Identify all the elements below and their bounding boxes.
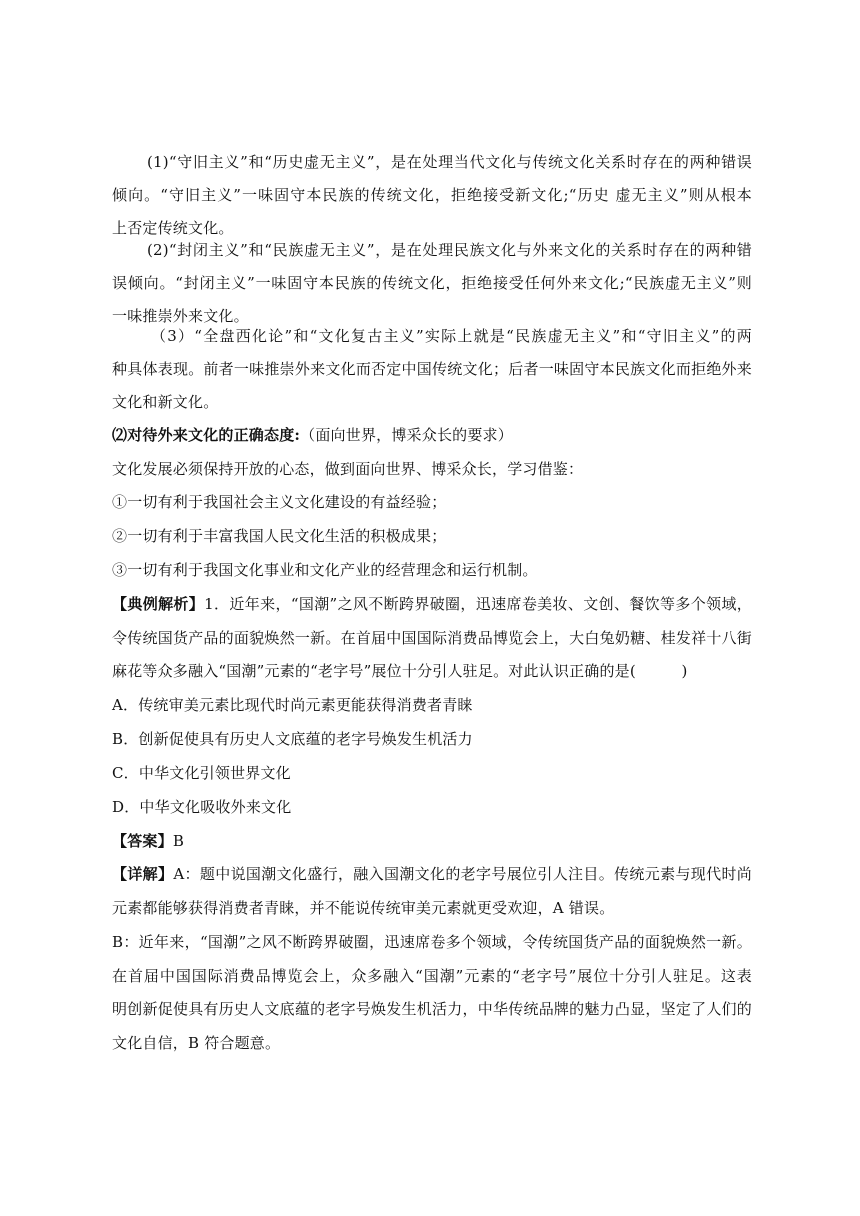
detail-line-4: 在首届中国国际消费品博览会上，众多融入“国潮”元素的“老字号”展位十分引人驻足。这表 (112, 967, 752, 985)
detail-line-2: 元素都能够获得消费者青睐，并不能说传统审美元素就更受欢迎，A 错误。 (112, 899, 615, 917)
paragraph-3-line-1: （3）“全盘西化论”和“文化复古主义”实际上就是“民族虚无主义”和“守旧主义”的两 (151, 327, 752, 345)
section-2-item-3: ③一切有利于我国文化事业和文化产业的经营理念和运行机制。 (112, 561, 538, 579)
section-2-item-1: ①一切有利于我国社会主义文化建设的有益经验； (112, 493, 447, 511)
detail-line-6: 文化自信，B 符合题意。 (112, 1034, 281, 1052)
example-label: 【典例解析】 (112, 595, 205, 613)
detail-line-5: 明创新促使具有历史人文底蕴的老字号焕发生机活力，中华传统品牌的魅力凸显，坚定了人们的 (112, 1000, 752, 1018)
answer-label: 【答案】 (112, 832, 173, 850)
example-question-line-2: 令传统国货产品的面貌焕然一新。在首届中国国际消费品博览会上，大白兔奶糖、桂发祥十八街 (112, 629, 752, 647)
paragraph-1-line-1: (1)“守旧主义”和“历史虚无主义”，是在处理当代文化与传统文化关系时存在的两种错误 (147, 153, 752, 171)
detail-line-1 (112, 864, 752, 884)
answer-line (112, 831, 752, 851)
example-question-text-1: 1．近年来，“国潮”之风不断跨界破圈，迅速席卷美妆、文创、餐饮等多个领域， (204, 595, 752, 613)
paragraph-2-line-1: (2)“封闭主义”和“民族虚无主义”，是在处理民族文化与外来文化的关系时存在的两种错 (147, 241, 752, 259)
section-2-heading-line (112, 425, 752, 445)
paragraph-3-line-2: 种具体表现。前者一味推崇外来文化而否定中国传统文化；后者一味固守本民族文化而拒绝外来 (112, 360, 752, 378)
section-2-heading: ⑵对待外来文化的正确态度: (112, 426, 301, 444)
paragraph-1-line-3: 上否定传统文化。 (112, 219, 234, 237)
detail-line-3: B：近年来，“国潮”之风不断跨界破圈，迅速席卷多个领域，令传统国货产品的面貌焕然一新。 (112, 933, 752, 951)
option-b: B．创新促使具有历史人文底蕴的老字号焕发生机活力 (112, 730, 473, 748)
detail-label: 【详解】 (112, 865, 174, 883)
paragraph-2-line-2: 误倾向。“封闭主义”一味固守本民族的传统文化，拒绝接受任何外来文化;“民族虚无主义”则 (112, 274, 752, 292)
section-2-heading-note: （面向世界，博采众长的要求） (300, 426, 513, 444)
paragraph-1-line-2: 倾向。“守旧主义”一味固守本民族的传统文化，拒绝接受新文化;“历史 虚无主义”则从根本 (112, 186, 752, 204)
paragraph-2-line-3: 一味推崇外来文化。 (112, 307, 249, 325)
example-question-line-1 (112, 594, 752, 614)
option-d: D．中华文化吸收外来文化 (112, 798, 292, 816)
answer-value: B (172, 832, 185, 850)
option-a: A．传统审美元素比现代时尚元素更能获得消费者青睐 (112, 696, 473, 714)
paragraph-3-line-3: 文化和新文化。 (112, 393, 219, 411)
section-2-intro: 文化发展必须保持开放的心态，做到面向世界、博采众长，学习借鉴： (112, 460, 584, 478)
option-c: C．中华文化引领世界文化 (112, 764, 291, 782)
detail-text-1: A：题中说国潮文化盛行，融入国潮文化的老字号展位引人注目。传统元素与现代时尚 (173, 865, 753, 883)
example-question-line-3: 麻花等众多融入“国潮”元素的“老字号”展位十分引人驻足。对此认识正确的是( ) (112, 662, 688, 680)
section-2-item-2: ②一切有利于丰富我国人民文化生活的积极成果； (112, 527, 447, 545)
